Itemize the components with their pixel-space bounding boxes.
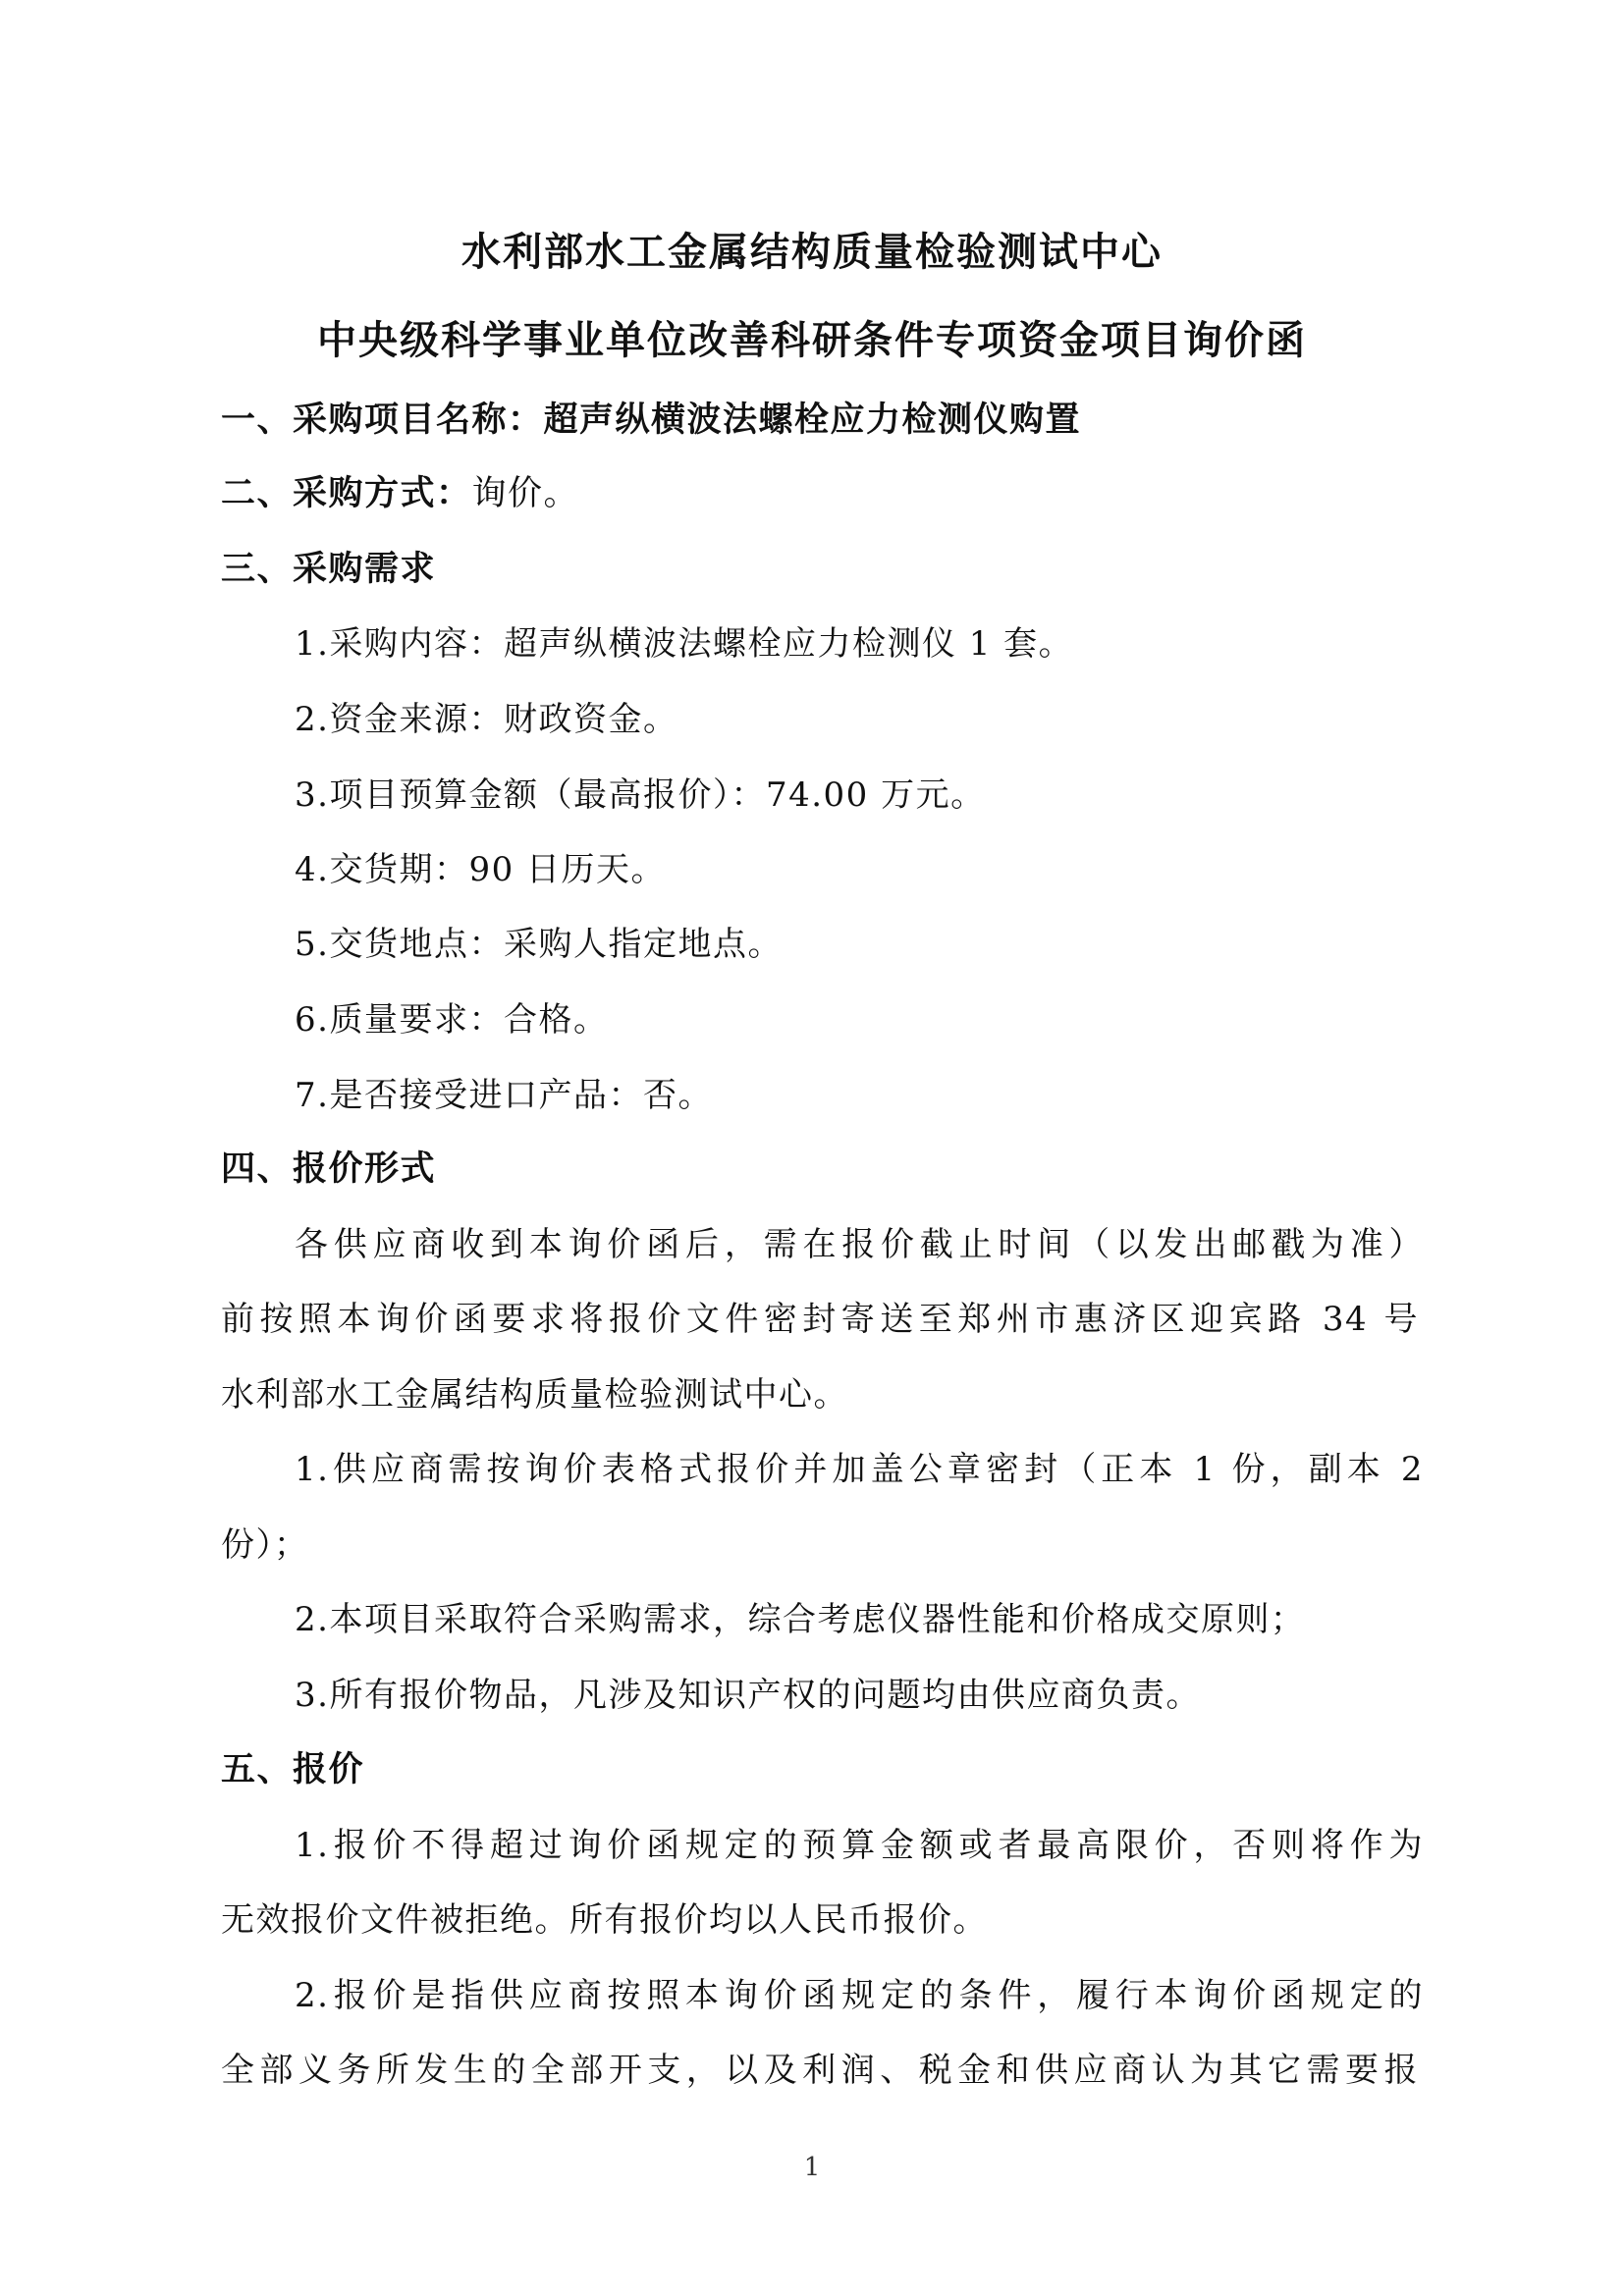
section-5-item-1-line: 1.报价不得超过询价函规定的预算金额或者最高限价，否则将作为 bbox=[295, 1826, 1424, 1865]
section-1-value: 超声纵横波法螺栓应力检测仪购置 bbox=[543, 400, 1082, 440]
page-number: 1 bbox=[803, 2153, 821, 2182]
section-4-paragraph-line: 各供应商收到本询价函后，需在报价截止时间（以发出邮戳为准） bbox=[295, 1225, 1424, 1264]
section-5-heading: 五、报价 bbox=[221, 1750, 365, 1789]
document-title-line1: 水利部水工金属结构质量检验测试中心 bbox=[461, 230, 1163, 275]
section-4-item-1-line: 份）； bbox=[221, 1525, 309, 1565]
section-3-item: 3.项目预算金额（最高报价）：74.00 万元。 bbox=[295, 775, 986, 815]
section-3-item: 7.是否接受进口产品：否。 bbox=[295, 1076, 713, 1115]
section-2-value: 询价。 bbox=[471, 474, 580, 513]
document-title-line2: 中央级科学事业单位改善科研条件专项资金项目询价函 bbox=[317, 318, 1307, 363]
section-4-paragraph-line: 水利部水工金属结构质量检验测试中心。 bbox=[221, 1375, 848, 1415]
section-4-item-1-line: 1.供应商需按询价表格式报价并加盖公章密封（正本 1 份，副本 2 bbox=[295, 1450, 1424, 1489]
section-5-item-1-line: 无效报价文件被拒绝。所有报价均以人民币报价。 bbox=[221, 1900, 988, 1940]
section-4-item-2: 2.本项目采取符合采购需求，综合考虑仪器性能和价格成交原则； bbox=[295, 1600, 1306, 1639]
section-3-item: 4.交货期：90 日历天。 bbox=[295, 850, 667, 889]
section-2-heading bbox=[221, 466, 1419, 515]
section-1-label: 一、采购项目名称： bbox=[221, 400, 544, 440]
section-4-item-3: 3.所有报价物品，凡涉及知识产权的问题均由供应商负责。 bbox=[295, 1676, 1201, 1715]
section-4-heading: 四、报价形式 bbox=[221, 1149, 437, 1189]
section-5-item-2-line: 全部义务所发生的全部开支，以及利润、税金和供应商认为其它需要报 bbox=[221, 2051, 1419, 2090]
section-3-heading: 三、采购需求 bbox=[221, 550, 437, 589]
section-3-item: 1.采购内容：超声纵横波法螺栓应力检测仪 1 套。 bbox=[295, 624, 1074, 664]
section-5-item-2-line: 2.报价是指供应商按照本询价函规定的条件，履行本询价函规定的 bbox=[295, 1976, 1424, 2015]
section-3-item: 2.资金来源：财政资金。 bbox=[295, 700, 678, 739]
section-4-paragraph-line: 前按照本询价函要求将报价文件密封寄送至郑州市惠济区迎宾路 34 号 bbox=[221, 1300, 1419, 1339]
section-3-item: 6.质量要求：合格。 bbox=[295, 1000, 609, 1040]
section-2-label: 二、采购方式： bbox=[221, 474, 472, 513]
section-1-heading bbox=[221, 393, 1419, 442]
section-3-item: 5.交货地点：采购人指定地点。 bbox=[295, 925, 783, 964]
